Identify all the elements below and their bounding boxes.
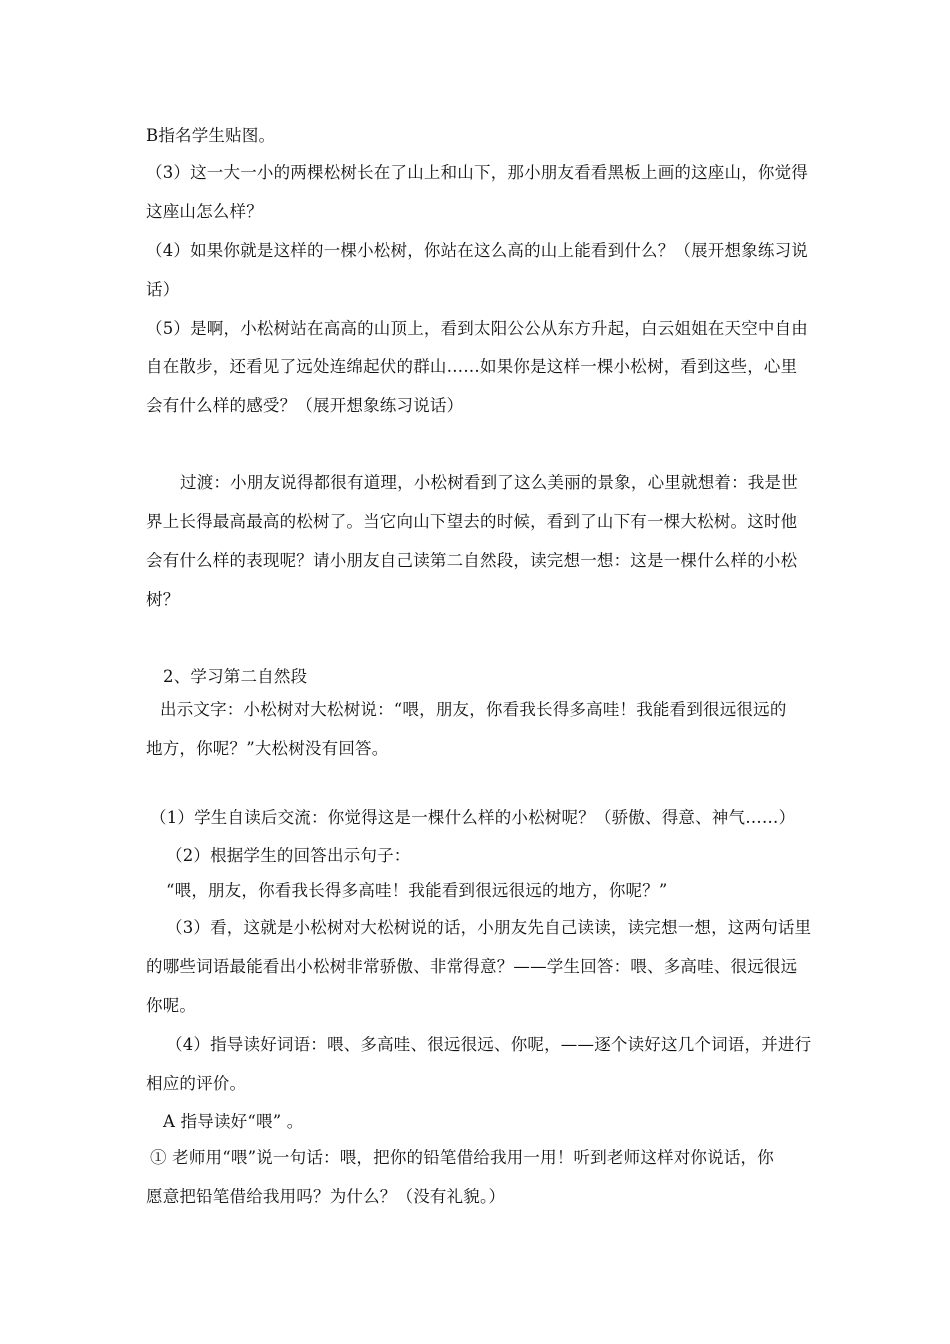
text-line-23: 相应的评价。 [146,1074,247,1093]
text-line-3: 这座山怎么样？ [146,202,263,221]
text-line-12: 树？ [146,590,180,609]
text-line-6: （5）是啊，小松树站在高高的山顶上，看到太阳公公从东方升起，白云姐姐在天空中自由 [146,319,808,338]
text-line-22: （4）指导读好词语：喂、多高哇、很远很远、你呢，——逐个读好这几个词语，并进行 [166,1035,812,1054]
text-line-21: 你呢。 [146,996,197,1015]
text-line-8: 会有什么样的感受？（展开想象练习说话） [146,396,464,415]
text-line-25: ① 老师用“喂”说一句话：喂，把你的铅笔借给我用一用！听到老师这样对你说话，你 [150,1148,774,1167]
text-line-18: “喂，朋友，你看我长得多高哇！我能看到很远很远的地方，你呢？” [166,881,668,900]
section-heading: 2、学习第二自然段 [163,667,308,686]
text-line-26: 愿意把铅笔借给我用吗？为什么？（没有礼貌。） [146,1187,506,1206]
text-line-20: 的哪些词语最能看出小松树非常骄傲、非常得意？——学生回答：喂、多高哇、很远很远 [146,957,798,976]
text-line-14: 出示文字：小松树对大松树说：“喂，朋友，你看我长得多高哇！我能看到很远很远的 [160,700,787,719]
text-line-19: （3）看，这就是小松树对大松树说的话，小朋友先自己读读，读完想一想，这两句话里 [166,918,812,937]
text-line-1: B指名学生贴图。 [146,126,276,145]
text-line-24: A 指导读好“喂” 。 [163,1112,304,1131]
text-line-7: 自在散步，还看见了远处连绵起伏的群山……如果你是这样一棵小松树，看到这些，心里 [146,357,798,376]
text-line-17: （2）根据学生的回答出示句子： [166,846,411,865]
text-line-9: 过渡：小朋友说得都很有道理，小松树看到了这么美丽的景象，心里就想着：我是世 [180,473,798,492]
text-line-2: （3）这一大一小的两棵松树长在了山上和山下，那小朋友看看黑板上画的这座山，你觉得 [146,163,808,182]
text-line-10: 界上长得最高最高的松树了。当它向山下望去的时候，看到了山下有一棵大松树。这时他 [146,512,798,531]
text-line-15: 地方，你呢？”大松树没有回答。 [146,739,389,758]
text-line-16: （1）学生自读后交流：你觉得这是一棵什么样的小松树呢？（骄傲、得意、神气……） [150,808,796,827]
text-line-5: 话） [146,280,180,299]
text-line-4: （4）如果你就是这样的一棵小松树，你站在这么高的山上能看到什么？（展开想象练习说 [146,241,808,260]
text-line-11: 会有什么样的表现呢？请小朋友自己读第二自然段，读完想一想：这是一棵什么样的小松 [146,551,798,570]
